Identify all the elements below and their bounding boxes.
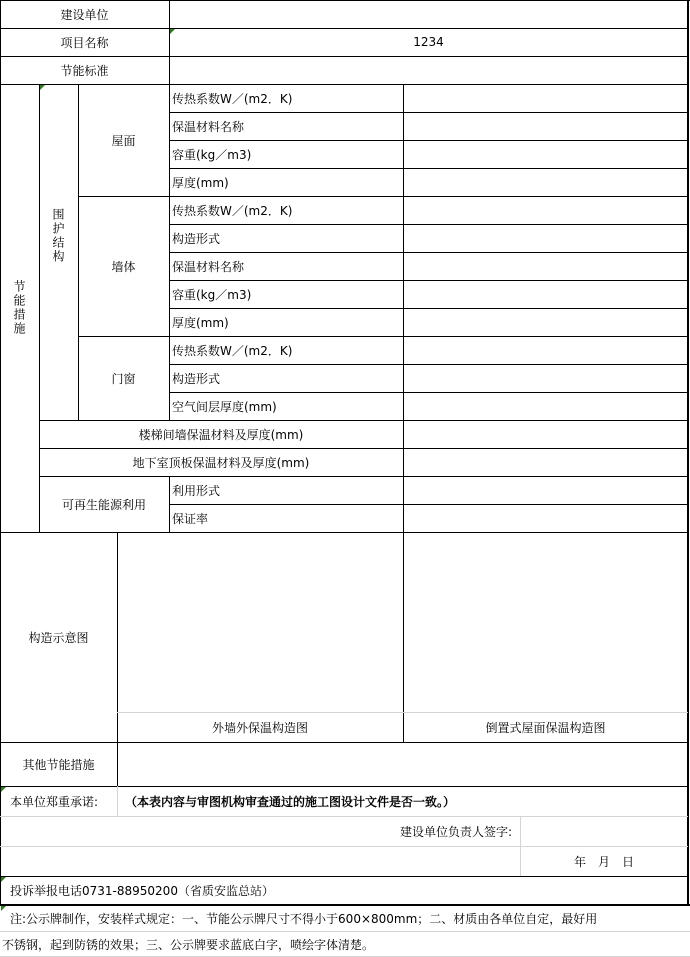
comment-marker	[170, 29, 175, 34]
window-value-air-gap[interactable]	[403, 392, 688, 420]
complaint-hotline: 投诉举报电话0731-88950200（省质安监总站）	[10, 884, 274, 898]
roof-value-thickness[interactable]	[403, 168, 688, 196]
value-project-name[interactable]: 1234	[413, 35, 444, 49]
label-stair-wall-insulation: 楼梯间墙保温材料及厚度(mm)	[138, 427, 304, 442]
label-basement-roof-insulation: 地下室顶板保温材料及厚度(mm)	[132, 455, 310, 470]
comment-marker	[1, 906, 6, 911]
label-energy-standard: 节能标准	[60, 63, 109, 78]
label-project-name: 项目名称	[60, 35, 109, 50]
diagram-exterior-wall-area[interactable]	[117, 532, 403, 713]
wall-item-heat-transfer: 传热系数W／(m2．K)	[172, 203, 293, 218]
wall-item-construction: 构造形式	[172, 231, 221, 246]
note-line-2: 不锈钢，起到防锈的效果；三、公示牌要求蓝底白字，喷绘字体清楚。	[2, 937, 375, 952]
renewable-item-guarantee-rate: 保证率	[172, 511, 209, 526]
wall-value-density[interactable]	[403, 280, 688, 308]
comment-marker	[1, 877, 6, 882]
value-basement-roof-insulation[interactable]	[403, 448, 688, 476]
value-signature[interactable]	[520, 816, 688, 846]
label-signature: 建设单位负责人签字:	[399, 824, 512, 839]
label-wall: 墙体	[111, 259, 136, 274]
label-roof: 屋面	[111, 133, 136, 148]
note-line-1: 注:公示牌制作，安装样式规定：一、节能公示牌尺寸不得小于600×800mm；二、材质由各单位自定，最好用	[10, 911, 598, 926]
label-construction-unit: 建设单位	[60, 7, 109, 22]
label-doors-windows: 门窗	[111, 371, 136, 386]
wall-value-heat-transfer[interactable]	[403, 196, 688, 224]
roof-item-material: 保温材料名称	[172, 119, 245, 134]
window-item-heat-transfer: 传热系数W／(m2．K)	[172, 343, 293, 358]
renewable-value-form[interactable]	[403, 476, 688, 504]
roof-item-density: 容重(kg／m3)	[172, 147, 252, 162]
caption-inverted-roof-insulation: 倒置式屋面保温构造图	[485, 721, 606, 735]
comment-marker	[1, 787, 6, 792]
roof-value-heat-transfer[interactable]	[403, 84, 688, 112]
wall-item-material: 保温材料名称	[172, 259, 245, 274]
label-energy-measures: 节能措施	[12, 280, 26, 336]
signature-date[interactable]: 年 月 日	[573, 854, 634, 869]
diagram-inverted-roof-area[interactable]	[403, 532, 688, 713]
label-renewable-energy: 可再生能源利用	[61, 497, 146, 512]
label-envelope-structure: 围护结构	[51, 208, 65, 264]
wall-value-construction[interactable]	[403, 224, 688, 252]
window-value-heat-transfer[interactable]	[403, 336, 688, 364]
value-stair-wall-insulation[interactable]	[403, 420, 688, 448]
window-item-construction: 构造形式	[172, 371, 221, 386]
value-construction-unit[interactable]	[169, 0, 688, 28]
roof-value-density[interactable]	[403, 140, 688, 168]
caption-exterior-wall-insulation: 外墙外保温构造图	[211, 721, 308, 735]
value-other-measures[interactable]	[117, 742, 688, 786]
wall-value-thickness[interactable]	[403, 308, 688, 336]
roof-value-material[interactable]	[403, 112, 688, 140]
wall-item-density: 容重(kg／m3)	[172, 287, 252, 302]
window-value-construction[interactable]	[403, 364, 688, 392]
label-construction-diagram: 构造示意图	[28, 630, 89, 645]
renewable-value-guarantee-rate[interactable]	[403, 504, 688, 532]
roof-item-heat-transfer: 传热系数W／(m2．K)	[172, 91, 293, 106]
value-energy-standard[interactable]	[169, 56, 688, 84]
wall-value-material[interactable]	[403, 252, 688, 280]
label-other-measures: 其他节能措施	[22, 757, 95, 772]
signature-blank	[0, 846, 520, 876]
renewable-item-form: 利用形式	[172, 483, 221, 498]
commitment-text: （本表内容与审图机构审查通过的施工图设计文件是否一致。）	[125, 794, 456, 809]
roof-item-thickness: 厚度(mm)	[172, 175, 229, 190]
window-item-air-gap: 空气间层厚度(mm)	[172, 399, 277, 414]
label-commitment: 本单位郑重承诺:	[10, 794, 99, 809]
comment-marker	[40, 85, 45, 90]
wall-item-thickness: 厚度(mm)	[172, 315, 229, 330]
